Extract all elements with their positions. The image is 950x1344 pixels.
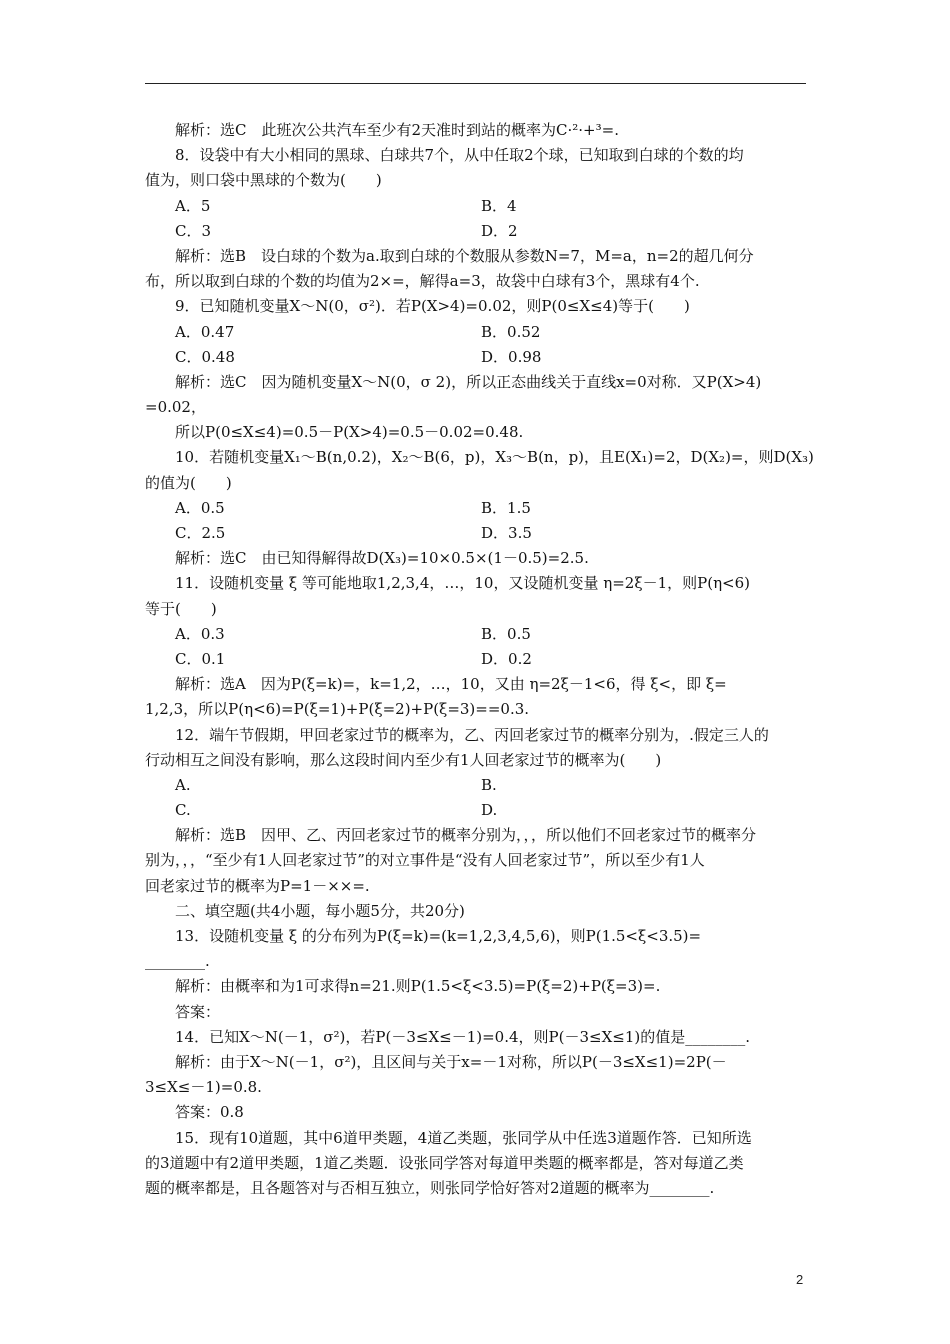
header-rule: [145, 83, 806, 84]
option-row: [145, 773, 806, 798]
option-right: B.: [481, 775, 497, 794]
paragraph-line: 解析：由于X～N(－1，σ²)，且区间与关于x=－1对称，所以P(－3≤X≤1)=2P(－: [175, 1052, 727, 1071]
option-left: A.: [175, 775, 191, 794]
continuation-line: 值为，则口袋中黑球的个数为( ): [145, 171, 382, 190]
option-row: [145, 345, 806, 370]
option-right: B．0.5: [481, 624, 531, 643]
continuation-line: 等于( ): [145, 599, 217, 618]
paragraph-line: 14．已知X～N(－1，σ²)，若P(－3≤X≤－1)=0.4，则P(－3≤X≤1)的值是________.: [175, 1027, 750, 1046]
continuation-line: 1,2,3，所以P(η<6)=P(ξ=1)+P(ξ=2)+P(ξ=3)==0.3.: [145, 700, 530, 719]
paragraph-line: 8．设袋中有大小相同的黑球、白球共7个，从中任取2个球，已知取到白球的个数的均: [175, 146, 744, 165]
paragraph-line: 所以P(0≤X≤4)=0.5－P(X>4)=0.5－0.02=0.48.: [175, 423, 524, 442]
paragraph-line: 解析：由概率和为1可求得n=21.则P(1.5<ξ<3.5)=P(ξ=2)+P(ξ=3)=.: [175, 977, 661, 996]
paragraph-line: 13．设随机变量 ξ 的分布列为P(ξ=k)=(k=1,2,3,4,5,6)，则P(1.5<ξ<3.5)=: [175, 927, 702, 945]
option-right: D．0.98: [481, 347, 542, 366]
option-left: C．0.1: [175, 649, 226, 668]
continuation-line: 的值为( ): [145, 473, 232, 492]
paragraph-line: 解析：选C 因为随机变量X～N(0，σ 2)，所以正态曲线关于直线x=0对称．又P(X>4): [175, 372, 762, 391]
option-left: A．0.3: [175, 624, 225, 643]
continuation-line: 行动相互之间没有影响，那么这段时间内至少有1人回老家过节的概率为( ): [145, 750, 662, 769]
option-right: D．0.2: [481, 649, 532, 668]
option-row: [145, 496, 806, 521]
paragraph-line: 解析：选B 设白球的个数为a.取到白球的个数服从参数N=7，M=a，n=2的超几何分: [175, 246, 754, 265]
option-row: [145, 622, 806, 647]
paragraph-line: 解析：选B 因甲、乙、丙回老家过节的概率分别为，，，所以他们不回老家过节的概率分: [175, 826, 757, 845]
paragraph-line: 12．端午节假期，甲回老家过节的概率为，乙、丙回老家过节的概率分别为，.假定三人的: [175, 725, 769, 744]
option-left: C.: [175, 801, 191, 820]
option-row: [145, 320, 806, 345]
option-left: C．0.48: [175, 347, 235, 366]
option-left: A．0.47: [175, 322, 235, 341]
option-right: D．2: [481, 221, 518, 240]
option-left: C．2.5: [175, 524, 226, 542]
option-left: A．5: [175, 196, 211, 215]
page-number: 2: [796, 1272, 804, 1287]
continuation-line: ________.: [145, 952, 210, 971]
option-row: [145, 647, 806, 672]
paragraph-line: 10．若随机变量X₁～B(n,0.2)，X₂～B(6，p)，X₃～B(n，p)，且E(X₁)=2，D(X₂)=，则D(X₃): [175, 448, 814, 467]
paragraph-line: 解析：选A 因为P(ξ=k)=，k=1,2，…，10，又由 η=2ξ－1<6，得 ξ<，即 ξ=: [175, 675, 727, 694]
continuation-line: 3≤X≤－1)=0.8.: [145, 1078, 262, 1097]
document-body: [145, 118, 814, 1201]
option-row: [145, 194, 806, 219]
paragraph-line: 15．现有10道题，其中6道甲类题，4道乙类题，张同学从中任选3道题作答．已知所选: [175, 1128, 752, 1147]
paragraph-line: 解析：选C 由已知得解得故D(X₃)=10×0.5×(1－0.5)=2.5.: [175, 549, 589, 568]
continuation-line: 题的概率都是，且各题答对与否相互独立，则张同学恰好答对2道题的概率为________.: [145, 1178, 715, 1197]
option-right: B．4: [481, 196, 517, 215]
continuation-line: 别为，，，“至少有1人回老家过节”的对立事件是“没有人回老家过节”，所以至少有1人: [145, 851, 705, 870]
continuation-line: 回老家过节的概率为P=1－××=.: [145, 876, 370, 895]
paragraph-line: 解析：选C 此班次公共汽车至少有2天准时到站的概率为C·²·+³=.: [175, 121, 619, 139]
option-right: D．3.5: [481, 524, 532, 542]
option-right: B．1.5: [481, 498, 531, 517]
option-row: [145, 798, 806, 823]
option-right: B．0.52: [481, 322, 541, 341]
option-left: A．0.5: [175, 498, 225, 517]
paragraph-line: 答案：0.8: [175, 1103, 244, 1122]
option-row: [145, 521, 806, 546]
option-right: D.: [481, 801, 498, 820]
paragraph-line: 11．设随机变量 ξ 等可能地取1,2,3,4，…，10，又设随机变量 η=2ξ－1，则P(η<6): [175, 574, 751, 593]
continuation-line: =0.02，: [145, 398, 206, 417]
option-left: C．3: [175, 221, 212, 240]
paragraph-line: 9．已知随机变量X～N(0，σ²)．若P(X>4)=0.02，则P(0≤X≤4)等于( ): [175, 297, 690, 316]
continuation-line: 的3道题中有2道甲类题，1道乙类题．设张同学答对每道甲类题的概率都是，答对每道乙类: [145, 1153, 744, 1172]
continuation-line: 布，所以取到白球的个数的均值为2×=，解得a=3，故袋中白球有3个，黑球有4个.: [145, 272, 700, 291]
paragraph-line: 二、填空题(共4小题，每小题5分，共20分): [175, 901, 465, 920]
paragraph-line: 答案：: [175, 1002, 221, 1021]
option-row: [145, 219, 806, 244]
